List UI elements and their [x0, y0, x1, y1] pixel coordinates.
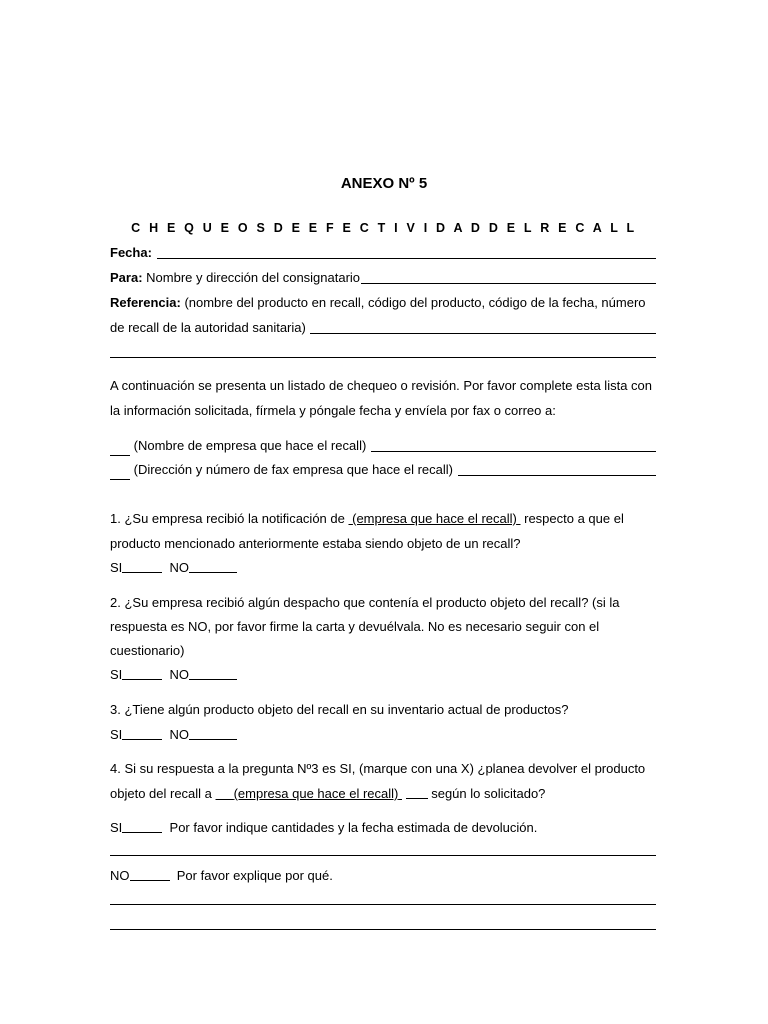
- q1-si-label: SI: [110, 560, 123, 575]
- q3-no-label: NO: [169, 727, 190, 742]
- fecha-row: [110, 244, 656, 262]
- q1-company-underlined: [348, 511, 520, 526]
- para-row: [110, 269, 656, 287]
- direccion-check-blank[interactable]: [110, 479, 130, 480]
- empresa-check-blank[interactable]: [110, 455, 130, 456]
- empresa-label: (Nombre de empresa que hace el recall): [133, 438, 367, 453]
- q4-company-blank[interactable]: [406, 798, 428, 799]
- fecha-blank[interactable]: [157, 258, 656, 259]
- q1-no-blank[interactable]: [189, 572, 237, 573]
- q3-si-blank[interactable]: [122, 739, 162, 740]
- q4-text-a: objeto del recall a: [110, 786, 212, 801]
- q3-si-label: SI: [110, 727, 123, 742]
- q4-si-text: Por favor indique cantidades y la fecha estimada de devolución.: [169, 820, 538, 835]
- q1-no-label: NO: [169, 560, 190, 575]
- referencia-text-1: (nombre del producto en recall, código del producto, código de la fecha, número: [184, 295, 646, 310]
- para-text: Nombre y dirección del consignatario: [146, 270, 361, 285]
- question-1-line-1: [110, 510, 624, 528]
- referencia-extra-line[interactable]: [110, 357, 656, 358]
- q4-no-answer-line-1[interactable]: [110, 904, 656, 905]
- referencia-label: Referencia:: [110, 295, 181, 310]
- referencia-line-1: [110, 294, 646, 312]
- q4-no-text: Por favor explique por qué.: [176, 868, 333, 883]
- q2-no-label: NO: [169, 667, 190, 682]
- question-3-answer: [110, 726, 237, 744]
- q4-no-label: NO: [110, 868, 130, 883]
- question-3-line-1: 3. ¿Tiene algún producto objeto del recall en su inventario actual de productos?: [110, 702, 569, 717]
- q4-si-row: [110, 819, 537, 837]
- question-2-line-1: 2. ¿Su empresa recibió algún despacho que contenía el producto objeto del recall? (si la: [110, 595, 620, 610]
- q4-si-label: SI: [110, 820, 123, 835]
- empresa-blank[interactable]: [371, 451, 656, 452]
- para-label: Para:: [110, 270, 143, 285]
- fecha-label: Fecha:: [110, 245, 152, 260]
- question-2-answer: [110, 666, 237, 684]
- question-2-line-2: respuesta es NO, por favor firme la carta y devuélvala. No es necesario seguir con el: [110, 619, 600, 634]
- q1-si-blank[interactable]: [122, 572, 162, 573]
- direccion-label: (Dirección y número de fax empresa que hace el recall): [133, 462, 453, 477]
- direccion-row: [110, 461, 656, 479]
- intro-line-1: A continuación se presenta un listado de chequeo o revisión. Por favor complete esta lista con: [110, 378, 652, 393]
- referencia-text-2: de recall de la autoridad sanitaria): [110, 320, 306, 335]
- question-2-line-3: cuestionario): [110, 643, 185, 658]
- q4-no-row: [110, 867, 333, 885]
- intro-line-2: la información solicitada, fírmela y póngale fecha y envíela por fax o correo a:: [110, 403, 556, 418]
- document-title: ANEXO Nº 5: [340, 175, 428, 192]
- question-1-answer: [110, 559, 237, 577]
- q2-si-label: SI: [110, 667, 123, 682]
- question-4-line-1: 4. Si su respuesta a la pregunta Nº3 es SI, (marque con una X) ¿planea devolver el producto: [110, 761, 646, 776]
- q4-company-text: (empresa que hace el recall): [233, 786, 399, 801]
- para-blank[interactable]: [361, 283, 656, 284]
- q2-si-blank[interactable]: [122, 679, 162, 680]
- q4-text-b: según lo solicitado?: [431, 786, 546, 801]
- q2-no-blank[interactable]: [189, 679, 237, 680]
- question-4-line-2: [110, 785, 545, 803]
- q1-text-a: 1. ¿Su empresa recibió la notificación de: [110, 511, 345, 526]
- referencia-blank[interactable]: [310, 333, 656, 334]
- q4-company-underlined: [216, 786, 402, 801]
- q4-no-blank[interactable]: [130, 880, 170, 881]
- q1-text-b: respecto a que el: [524, 511, 624, 526]
- q4-no-answer-line-2[interactable]: [110, 929, 656, 930]
- empresa-row: [110, 437, 656, 455]
- referencia-line-2: [110, 319, 656, 337]
- q1-company-text: (empresa que hace el recall): [352, 511, 517, 526]
- q4-si-blank[interactable]: [122, 832, 162, 833]
- direccion-blank[interactable]: [458, 475, 656, 476]
- q3-no-blank[interactable]: [189, 739, 237, 740]
- question-1-line-2: producto mencionado anteriormente estaba siendo objeto de un recall?: [110, 536, 521, 551]
- document-subtitle: C H E Q U E O S D E E F E C T I V I D A D D E L R E C A L L: [131, 221, 637, 235]
- q4-si-answer-line[interactable]: [110, 855, 656, 856]
